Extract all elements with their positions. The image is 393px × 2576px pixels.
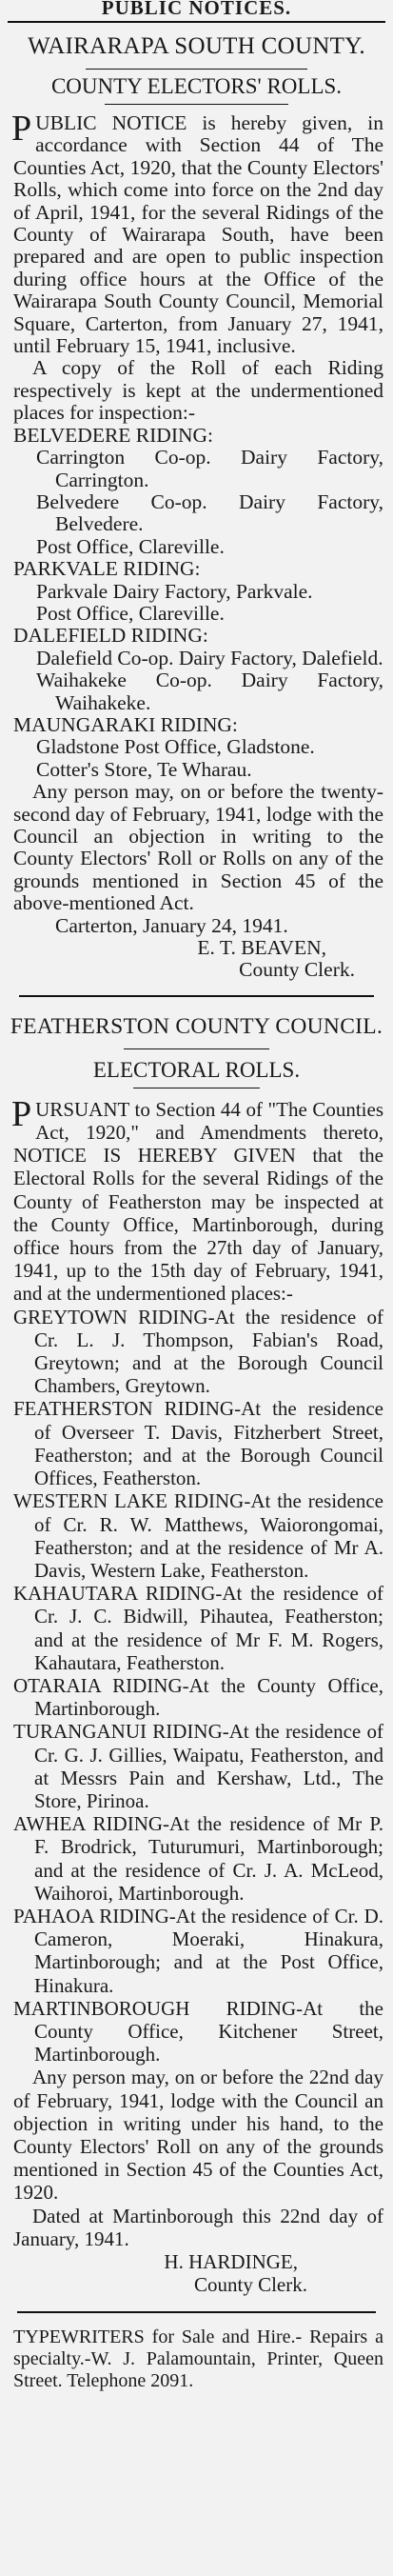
riding-location: -At the County Office, Martinborough. bbox=[34, 1673, 383, 1721]
riding-location: -At the residence of Cr. D. Cameron, Moeraki, Hinakura, Martinborough; and at the Post Office, Hinakura. bbox=[34, 1904, 383, 1997]
riding-location: -At the residence of Overseer T. Davis, Fitzherbert Street, Featherston; and at the Borough Council Offices, Featherston. bbox=[34, 1397, 383, 1490]
signatory: H. HARDINGE, bbox=[164, 2250, 298, 2273]
riding-name: TURANGANUI RIDING bbox=[13, 1720, 223, 1744]
riding-entry bbox=[13, 1720, 383, 1812]
notice-title: FEATHERSTON COUNTY COUNCIL. bbox=[10, 1013, 383, 1039]
riding-location: -At the residence of Cr. G. J. Gillies, Waipatu, Featherston, and at Messrs Pain and Kershaw, Ltd., The Store, Pirinoa. bbox=[34, 1720, 383, 1812]
typewriters-ad bbox=[0, 2326, 393, 2392]
inspection-place: Post Office, Clareville. bbox=[36, 534, 225, 558]
wairarapa-notice bbox=[0, 23, 393, 982]
inspection-place: Waihakeke Co-op. Dairy Factory, Waihakeke. bbox=[36, 669, 383, 714]
riding-entry bbox=[13, 1582, 383, 1674]
riding-name: MAUNGARAKI RIDING: bbox=[13, 712, 238, 736]
objection-paragraph: Any person may, on or before the 22nd day of February, 1941, lodge with the Council an objection in writing under his hand, to the County Electors' Roll on any of the grounds mentioned in Section 45 of the Counties Act, 1920. bbox=[13, 2066, 383, 2205]
drop-cap: P bbox=[11, 109, 32, 149]
riding-name: FEATHERSTON RIDING bbox=[13, 1397, 235, 1421]
riding-location: -At the residence of Mr P. F. Brodrick, Tuturumuri, Martinborough; and at the residence of Cr. J. A. McLeod, Waihoroi, Martinborough. bbox=[34, 1812, 383, 1905]
ad-text: TYPEWRITERS for Sale and Hire.- Repairs a specialty.-W. J. Palamountain, Printer, Queen Street. Telephone 2091. bbox=[13, 2326, 383, 2392]
riding-name: PARKVALE RIDING: bbox=[13, 557, 201, 581]
title-divider bbox=[124, 1048, 269, 1049]
riding-name: PAHAOA RIDING bbox=[13, 1904, 169, 1927]
notice-separator bbox=[17, 2311, 376, 2313]
notice-body bbox=[0, 109, 393, 982]
ridings-list bbox=[13, 425, 383, 782]
objection-paragraph: Any person may, on or before the twenty-second day of February, 1941, lodge with the Council an objection in writing to the County Electors' Roll or Rolls on any of the grounds mentioned in Section 45 of the above-mentioned Act. bbox=[13, 780, 383, 915]
riding-name: BELVEDERE RIDING: bbox=[13, 423, 214, 447]
inspection-place: Cotter's Store, Te Wharau. bbox=[36, 757, 252, 781]
signatory: E. T. BEAVEN, bbox=[197, 936, 326, 960]
riding-location: -At the residence of Cr. J. C. Bidwill, Pihautea, Featherston; and at the residence of Mr F. M. Rogers, Kahautara, Featherston. bbox=[34, 1582, 383, 1674]
riding-location: -At the County Office, Kitchener Street, Martinborough. bbox=[34, 1996, 383, 2067]
riding-name: MARTINBOROUGH RIDING bbox=[13, 1996, 297, 2020]
riding-entry bbox=[13, 1812, 383, 1905]
section-masthead: PUBLIC NOTICES. bbox=[101, 0, 292, 19]
inspection-place: Gladstone Post Office, Gladstone. bbox=[36, 735, 315, 759]
intro-paragraph: PUBLIC NOTICE is hereby given, in accordance with Section 44 of The Counties Act, 1920, that the County Electors' Rolls, which come into force on the 2nd day of April, 1941, for the several Ridings of the County of Wairarapa South, have been prepared and are open to public inspection during office hours at the Office of the Wairarapa South County Council, Memorial Square, Carterton, from January 27, 1941, until February 15, 1941, inclusive. bbox=[11, 109, 383, 358]
riding-name: WESTERN LAKE RIDING bbox=[13, 1489, 245, 1513]
inspection-place: Carrington Co-op. Dairy Factory, Carrington. bbox=[36, 446, 383, 491]
riding-name: AWHEA RIDING bbox=[13, 1812, 164, 1836]
date-line: Dated at Martinborough this 22nd day of January, 1941. bbox=[13, 2204, 383, 2250]
drop-cap: P bbox=[11, 1093, 32, 1134]
riding-entry bbox=[13, 1674, 383, 1720]
inspection-place: Dalefield Co-op. Dairy Factory, Dalefield. bbox=[36, 646, 383, 669]
riding-entry bbox=[13, 1306, 383, 1398]
riding-name: GREYTOWN RIDING bbox=[13, 1305, 208, 1328]
date-line: Carterton, January 24, 1941. bbox=[55, 913, 288, 937]
signatory-title: County Clerk. bbox=[239, 958, 355, 982]
featherston-notice bbox=[0, 997, 393, 2297]
intro-paragraph: PURSUANT to Section 44 of "The Counties Act, 1920," and Amendments thereto, NOTICE IS HEREBY GIVEN that the Electoral Rolls for the several Ridings of the County of Featherston may be inspected at the County Office, Martinborough, during office hours from the 27th day of January, 1941, up to the 15th day of February, 1941, and at the undermentioned places:- bbox=[11, 1093, 383, 1306]
notice-subtitle: ELECTORAL ROLLS. bbox=[92, 1057, 301, 1082]
ridings-list bbox=[13, 1306, 383, 2067]
notice-title: WAIRARAPA SOUTH COUNTY. bbox=[28, 33, 365, 59]
notice-body bbox=[0, 1093, 393, 2297]
copy-paragraph: A copy of the Roll of each Riding respectively is kept at the undermentioned places for inspection:- bbox=[13, 356, 383, 425]
inspection-place: Belvedere Co-op. Dairy Factory, Belvedere. bbox=[36, 489, 383, 536]
riding-entry bbox=[13, 1489, 383, 1582]
riding-location: -At the residence of Cr. L. J. Thompson, Fabian's Road, Greytown; and at the Borough Council Chambers, Greytown. bbox=[34, 1305, 383, 1398]
riding-entry bbox=[13, 1997, 383, 2067]
inspection-place: Parkvale Dairy Factory, Parkvale. bbox=[36, 579, 313, 603]
riding-name: KAHAUTARA RIDING bbox=[13, 1582, 216, 1606]
riding-location: -At the residence of Cr. R. W. Matthews, Waiorongomai, Featherston; and at the residence of Mr A. Davis, Western Lake, Featherston. bbox=[34, 1489, 383, 1582]
signatory-title: County Clerk. bbox=[194, 2273, 307, 2297]
riding-name: OTARAIA RIDING bbox=[13, 1673, 183, 1697]
riding-entry bbox=[13, 1397, 383, 1489]
subtitle-divider bbox=[105, 104, 288, 105]
notice-subtitle: COUNTY ELECTORS' ROLLS. bbox=[50, 74, 343, 98]
inspection-place: Post Office, Clareville. bbox=[36, 601, 225, 625]
riding-entry bbox=[13, 1905, 383, 1997]
riding-name: DALEFIELD RIDING: bbox=[13, 624, 208, 648]
